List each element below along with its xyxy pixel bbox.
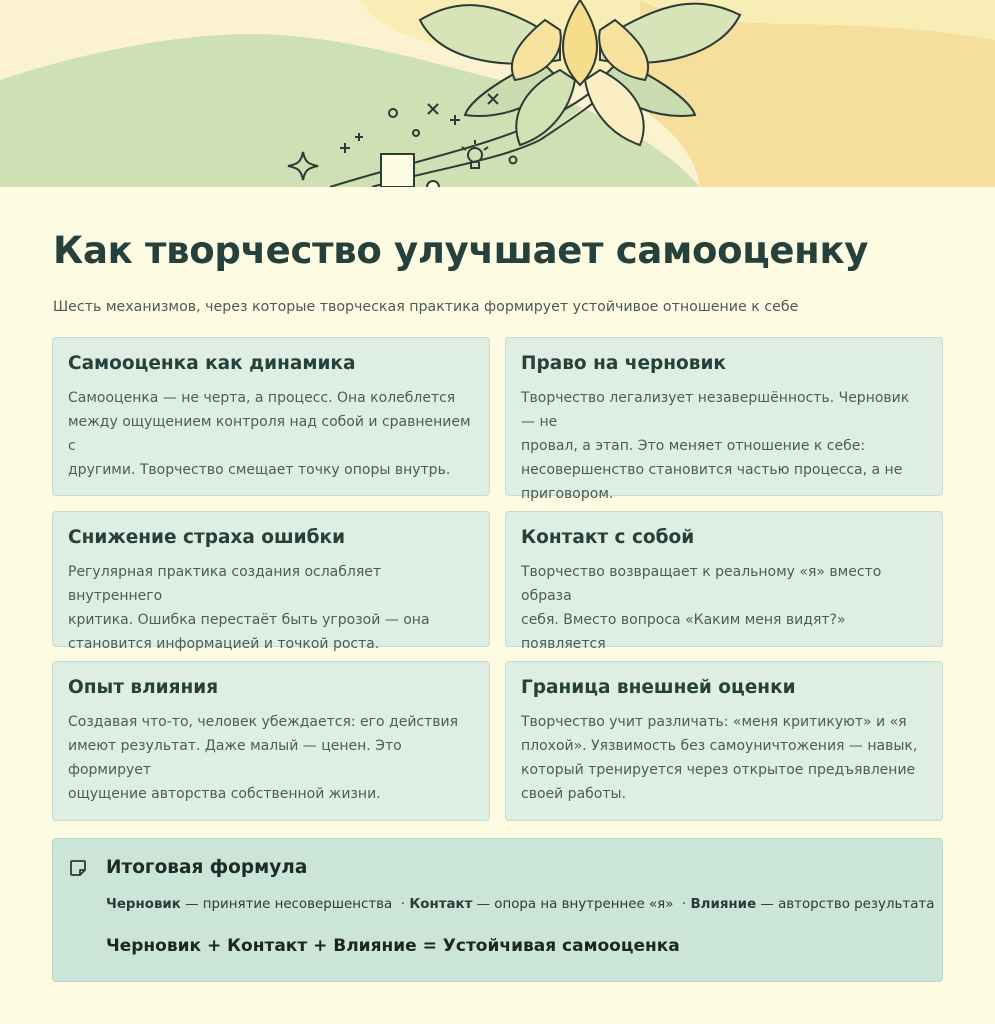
card-text: Творчество легализует незавершённость. Черновик — не провал, а этап. Это меняет отношение к себе: несовершенство становится частью процесса, а не приговором. xyxy=(521,390,910,502)
summary-terms xyxy=(106,896,934,914)
term-separator: · xyxy=(681,897,687,912)
card-right-to-draft xyxy=(505,337,943,502)
card-experience-of-influence xyxy=(52,661,490,821)
card-text: Творчество учит различать: «меня критикуют» и «я плохой». Уязвимость без самоуничтожения — навык, который тренируется через открытое предъявление своей работы. xyxy=(521,714,918,802)
card-text: Творчество возвращает к реальному «я» вместо образа себя. Вместо вопроса «Каким меня видят?» появляется xyxy=(521,564,882,652)
card-self-esteem-dynamics xyxy=(52,337,490,496)
card-text: Самооценка — не черта, а процесс. Она колеблется между ощущением контроля над собой и сравнением с другими. Творчество смещает точку опоры внутрь. xyxy=(68,390,471,478)
term-separator: · xyxy=(400,897,406,912)
term-influence: Влияние xyxy=(690,897,757,912)
term-influence-desc: — авторство результата xyxy=(760,897,935,912)
summary-title: Итоговая формула xyxy=(106,857,308,878)
term-contact: Контакт xyxy=(409,897,473,912)
summary-formula-box xyxy=(52,838,943,982)
card-title: Контакт с собой xyxy=(521,527,695,548)
card-title: Опыт влияния xyxy=(68,677,219,698)
page-subtitle: Шесть механизмов, через которые творческая практика формирует устойчивое отношение к себе xyxy=(53,299,799,315)
page-title: Как творчество улучшает самооценку xyxy=(53,229,869,272)
summary-formula: Черновик + Контакт + Влияние = Устойчивая самооценка xyxy=(106,936,680,956)
card-contact-with-self xyxy=(505,511,943,652)
card-fear-of-mistakes xyxy=(52,511,490,652)
card-external-evaluation-boundary xyxy=(505,661,943,821)
card-title: Право на черновик xyxy=(521,353,726,374)
note-icon xyxy=(69,859,87,881)
card-text: Регулярная практика создания ослабляет внутреннего критика. Ошибка перестаёт быть угрозой — она становится информацией и точкой роста. xyxy=(68,564,430,652)
term-contact-desc: — опора на внутреннее «я» xyxy=(476,897,674,912)
card-title: Граница внешней оценки xyxy=(521,677,796,698)
card-title: Самооценка как динамика xyxy=(68,353,356,374)
card-title: Снижение страха ошибки xyxy=(68,527,346,548)
hero-illustration xyxy=(0,0,995,187)
term-draft: Черновик xyxy=(106,897,181,912)
term-draft-desc: — принятие несовершенства xyxy=(185,897,393,912)
card-text: Создавая что-то, человек убеждается: его действия имеют результат. Даже малый — ценен. Это формирует ощущение авторства собственной жизни. xyxy=(68,714,459,802)
